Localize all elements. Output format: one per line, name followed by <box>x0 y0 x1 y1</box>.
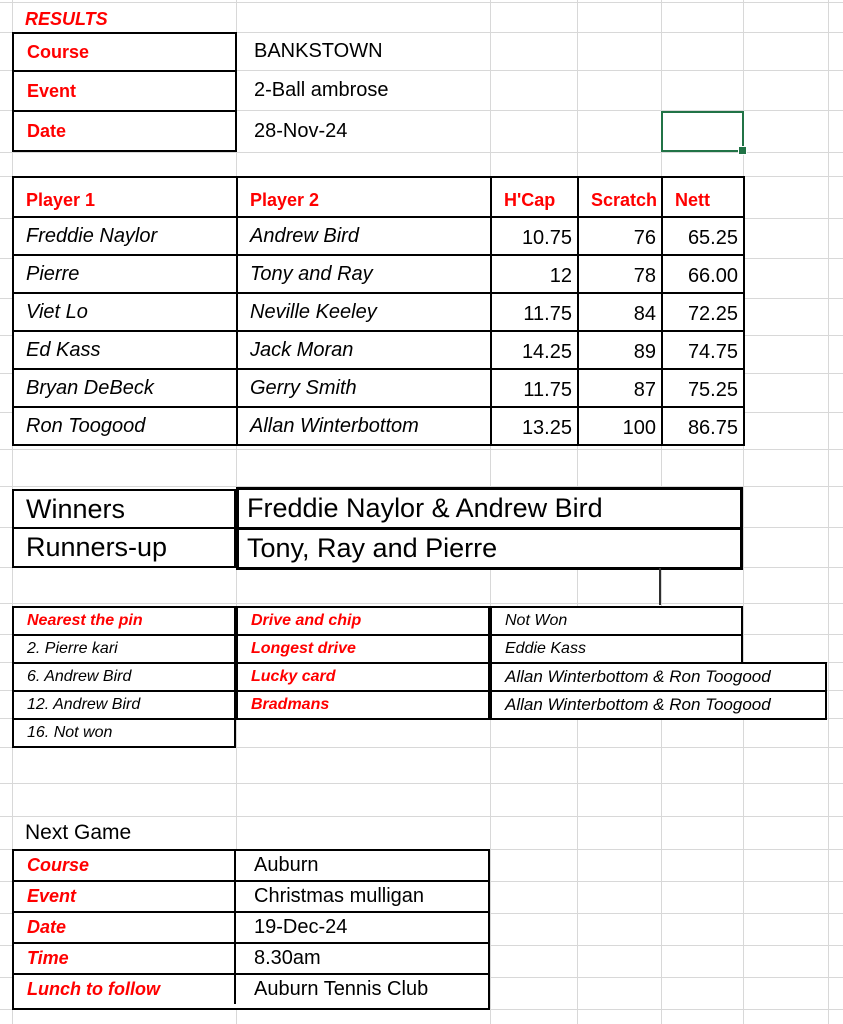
cell-course-label[interactable]: Course <box>14 34 235 72</box>
next-game-row <box>14 882 488 913</box>
cell-next-time-label[interactable]: Time <box>14 944 236 973</box>
cell-player2[interactable]: Andrew Bird <box>237 217 491 255</box>
cell-next-lunch-value[interactable]: Auburn Tennis Club <box>254 978 429 1000</box>
next-game-row <box>14 975 488 1004</box>
cell-award-label[interactable]: Drive and chip <box>238 608 488 636</box>
table-row <box>13 217 744 255</box>
results-table-header-row <box>13 177 744 217</box>
header-scratch[interactable]: Scratch <box>578 177 662 217</box>
cell-hcap[interactable]: 11.75 <box>491 369 578 407</box>
nearest-the-pin-box <box>12 606 236 748</box>
header-nett[interactable]: Nett <box>662 177 744 217</box>
cell-scratch[interactable]: 87 <box>578 369 662 407</box>
next-game-box <box>12 849 490 1010</box>
table-row <box>13 293 744 331</box>
gridline-h <box>0 603 843 604</box>
award-labels-box <box>236 606 490 720</box>
cell-player1[interactable]: Freddie Naylor <box>13 217 237 255</box>
next-game-title: Next Game <box>25 821 132 844</box>
cell-nearest-pin-entry[interactable]: 12. Andrew Bird <box>14 692 234 720</box>
cell-winners-label[interactable]: Winners <box>14 491 234 529</box>
gridline-v <box>828 0 829 1024</box>
cell-nearest-pin-entry[interactable]: 2. Pierre kari <box>14 636 234 664</box>
cell-nett[interactable]: 65.25 <box>662 217 744 255</box>
placings-values <box>236 487 743 570</box>
placings-labels <box>12 489 236 568</box>
results-title: RESULTS <box>25 9 108 29</box>
cell-award-winner[interactable]: Allan Winterbottom & Ron Toogood <box>492 664 825 692</box>
selected-cell[interactable] <box>661 111 744 152</box>
results-info-values <box>236 32 490 152</box>
results-table <box>12 176 745 446</box>
cell-hcap[interactable]: 12 <box>491 255 578 293</box>
results-info-box <box>12 32 237 152</box>
cell-scratch[interactable]: 76 <box>578 217 662 255</box>
cell-next-date-value[interactable]: 19-Dec-24 <box>254 916 348 938</box>
cell-hcap[interactable]: 11.75 <box>491 293 578 331</box>
cell-award-label[interactable]: Lucky card <box>238 664 488 692</box>
next-game-row <box>14 913 488 944</box>
cell-nearest-pin-entry[interactable]: 6. Andrew Bird <box>14 664 234 692</box>
cell-scratch[interactable]: 89 <box>578 331 662 369</box>
gridline-h <box>0 449 843 450</box>
cell-date-label[interactable]: Date <box>27 120 67 141</box>
cell-nett[interactable]: 86.75 <box>662 407 744 445</box>
table-row <box>13 369 744 407</box>
cell-player1[interactable]: Pierre <box>13 255 237 293</box>
cell-next-time-value[interactable]: 8.30am <box>254 947 321 969</box>
cell-player2[interactable]: Tony and Ray <box>237 255 491 293</box>
cell-player1[interactable]: Ron Toogood <box>13 407 237 445</box>
cell-player1[interactable]: Ed Kass <box>13 331 237 369</box>
gridline-h <box>0 152 843 153</box>
cell-award-label[interactable]: Bradmans <box>251 696 330 713</box>
cell-nearest-pin-header[interactable]: Nearest the pin <box>14 608 234 636</box>
cell-hcap[interactable]: 10.75 <box>491 217 578 255</box>
cell-runners-up-value[interactable]: Tony, Ray and Pierre <box>247 533 498 563</box>
cell-scratch[interactable]: 84 <box>578 293 662 331</box>
cell-next-event-label[interactable]: Event <box>14 882 236 911</box>
cell-award-winner[interactable]: Not Won <box>492 608 741 636</box>
cell-nearest-pin-entry[interactable]: 16. Not won <box>27 724 113 741</box>
gridline-h <box>0 816 843 817</box>
header-player2[interactable]: Player 2 <box>237 177 491 217</box>
gridline-h <box>0 783 843 784</box>
cell-nett[interactable]: 72.25 <box>662 293 744 331</box>
cell-winners-value[interactable]: Freddie Naylor & Andrew Bird <box>239 490 740 530</box>
header-player1[interactable]: Player 1 <box>13 177 237 217</box>
cell-award-winner[interactable]: Allan Winterbottom & Ron Toogood <box>505 695 771 714</box>
table-row <box>13 407 744 445</box>
cell-course-value[interactable]: BANKSTOWN <box>254 39 383 62</box>
next-game-row <box>14 851 488 882</box>
cell-runners-up-label[interactable]: Runners-up <box>26 532 168 562</box>
header-hcap[interactable]: H'Cap <box>491 177 578 217</box>
cell-hcap[interactable]: 14.25 <box>491 331 578 369</box>
cell-event-value[interactable]: 2-Ball ambrose <box>254 78 389 101</box>
cell-player2[interactable]: Allan Winterbottom <box>237 407 491 445</box>
cell-hcap[interactable]: 13.25 <box>491 407 578 445</box>
cell-nett[interactable]: 66.00 <box>662 255 744 293</box>
next-game-row <box>14 944 488 975</box>
cell-nett[interactable]: 75.25 <box>662 369 744 407</box>
cell-player1[interactable]: Bryan DeBeck <box>13 369 237 407</box>
cell-player2[interactable]: Jack Moran <box>237 331 491 369</box>
cell-event-label[interactable]: Event <box>14 72 235 112</box>
cell-scratch[interactable]: 100 <box>578 407 662 445</box>
border-stub <box>659 568 661 605</box>
cell-award-winner[interactable]: Eddie Kass <box>505 640 586 657</box>
table-row <box>13 331 744 369</box>
cell-nett[interactable]: 74.75 <box>662 331 744 369</box>
cell-player1[interactable]: Viet Lo <box>13 293 237 331</box>
gridline-h <box>0 2 843 3</box>
cell-next-date-label[interactable]: Date <box>14 913 236 942</box>
cell-player2[interactable]: Neville Keeley <box>237 293 491 331</box>
cell-next-course-label[interactable]: Course <box>14 851 236 880</box>
cell-next-lunch-label[interactable]: Lunch to follow <box>14 975 236 1004</box>
cell-next-event-value[interactable]: Christmas mulligan <box>254 885 425 907</box>
cell-award-label[interactable]: Longest drive <box>238 636 488 664</box>
cell-next-course-value[interactable]: Auburn <box>254 854 319 876</box>
table-row <box>13 255 744 293</box>
cell-player2[interactable]: Gerry Smith <box>237 369 491 407</box>
cell-date-value[interactable]: 28-Nov-24 <box>254 119 348 142</box>
fill-handle[interactable] <box>738 146 747 155</box>
award-winners-box <box>490 606 743 664</box>
cell-scratch[interactable]: 78 <box>578 255 662 293</box>
award-winners-box-wide <box>490 662 827 720</box>
